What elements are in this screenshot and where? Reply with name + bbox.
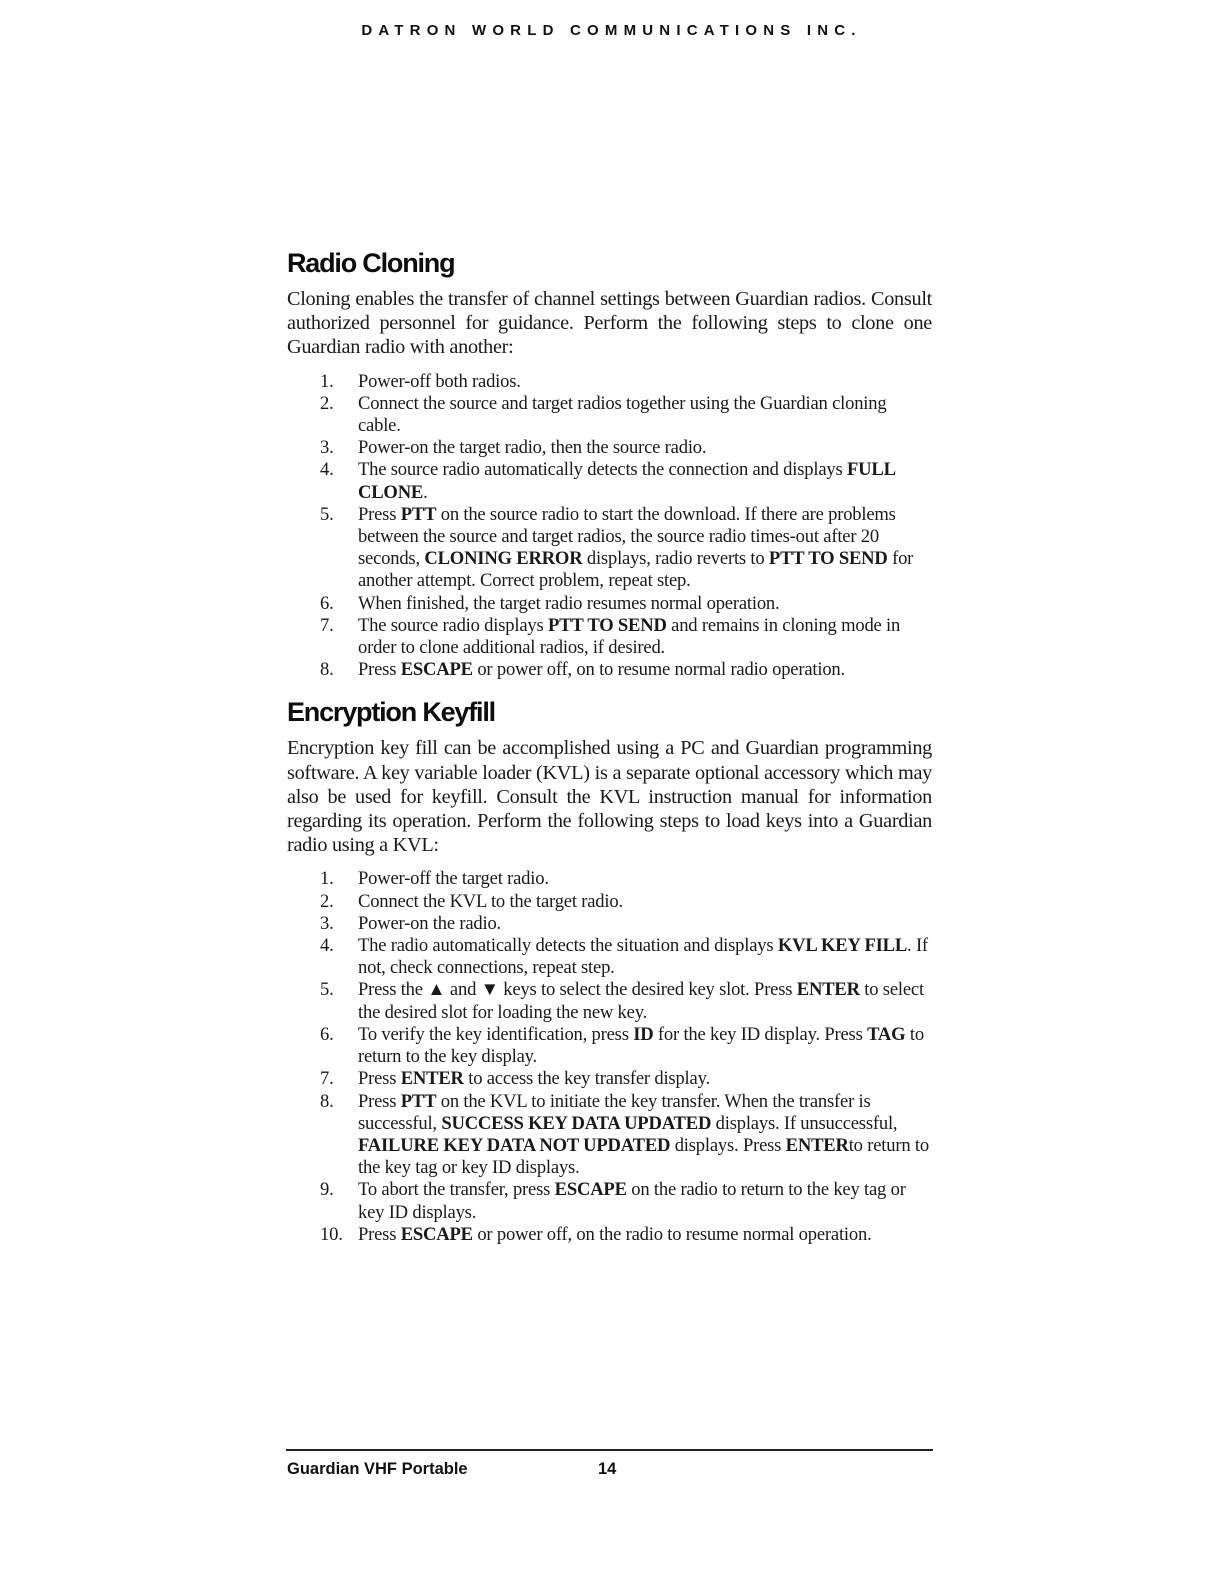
footer-document-title: Guardian VHF Portable — [287, 1460, 468, 1478]
step-number: 1. — [320, 370, 334, 392]
step-text: Power-on the radio. — [358, 912, 501, 934]
list-item — [287, 891, 932, 913]
step-text: Power-on the target radio, then the source radio. — [358, 437, 707, 459]
section-heading-radio-cloning: Radio Cloning — [287, 248, 455, 278]
emphasis-term: FULL CLONE — [358, 459, 895, 503]
step-text: Connect the KVL to the target radio. — [358, 890, 623, 912]
step-number: 6. — [320, 1023, 334, 1045]
list-item — [287, 459, 932, 503]
footer-divider — [286, 1449, 933, 1451]
encryption-keyfill-steps — [287, 868, 932, 1245]
step-number: 7. — [320, 614, 334, 636]
emphasis-term: PTT — [400, 503, 437, 525]
list-item — [287, 504, 932, 593]
section-heading-encryption-keyfill: Encryption Keyfill — [287, 697, 495, 728]
step-number: 8. — [320, 659, 334, 681]
step-text: Press PTT on the source radio to start the download. If there are problems between the source and target radios, the source radio times-out after 20 seconds, CLONING ERROR displays, radio reverts to PTT TO SEND for another attempt. Correct problem, repeat step. — [358, 503, 914, 592]
step-number: 5. — [320, 503, 334, 525]
list-item — [287, 393, 932, 437]
step-number: 8. — [320, 1090, 334, 1112]
list-item — [287, 1091, 932, 1180]
step-number: 2. — [320, 890, 334, 912]
list-item — [287, 868, 932, 890]
emphasis-term: PTT TO SEND — [547, 614, 667, 636]
list-item — [287, 913, 932, 935]
step-text: Connect the source and target radios together using the Guardian cloning cable. — [358, 392, 887, 437]
step-number: 9. — [320, 1179, 334, 1201]
step-text: The radio automatically detects the situation and displays KVL KEY FILL. If not, check connections, repeat step. — [358, 935, 928, 979]
list-item — [287, 1224, 932, 1246]
emphasis-term: PTT TO SEND — [768, 548, 888, 570]
emphasis-term: ESCAPE — [400, 1223, 473, 1245]
list-item — [287, 1024, 932, 1068]
emphasis-term: ENTER — [400, 1068, 464, 1090]
radio-cloning-intro: Cloning enables the transfer of channel settings between Guardian radios. Consult authorized personnel for guidance. Perform the following steps to clone one Guardian radio with another: — [287, 288, 932, 359]
step-text: The source radio automatically detects the connection and displays FULL CLONE. — [358, 459, 895, 503]
emphasis-term: ESCAPE — [400, 659, 473, 681]
list-item — [287, 593, 932, 615]
emphasis-term: ENTER — [785, 1134, 849, 1156]
step-text: To verify the key identification, press ID for the key ID display. Press TAG to return to the key display. — [358, 1023, 924, 1068]
step-number: 5. — [320, 979, 334, 1001]
step-text: The source radio displays PTT TO SEND and remains in cloning mode in order to clone additional radios, if desired. — [358, 614, 901, 659]
step-text: Press ESCAPE or power off, on the radio to resume normal operation. — [358, 1223, 872, 1245]
emphasis-term: CLONING ERROR — [424, 548, 583, 570]
emphasis-term: ESCAPE — [554, 1179, 627, 1201]
step-number: 1. — [320, 868, 334, 890]
emphasis-term: FAILURE KEY DATA NOT UPDATED — [358, 1134, 671, 1156]
emphasis-term: ENTER — [796, 979, 860, 1001]
step-number: 6. — [320, 592, 334, 614]
list-item — [287, 1068, 932, 1090]
step-number: 10. — [320, 1223, 343, 1245]
running-header: DATRON WORLD COMMUNICATIONS INC. — [361, 22, 862, 39]
step-number: 7. — [320, 1068, 334, 1090]
step-number: 2. — [320, 392, 334, 414]
step-text: Press ESCAPE or power off, on to resume normal radio operation. — [358, 659, 845, 681]
list-item — [287, 615, 932, 659]
step-text: To abort the transfer, press ESCAPE on the radio to return to the key tag or key ID displays. — [358, 1179, 906, 1223]
step-text: Press PTT on the KVL to initiate the key transfer. When the transfer is successful, SUCCESS KEY DATA UPDATED displays. If unsuccessful, FAILURE KEY DATA NOT UPDATED displays. Press ENTERto return to the key tag or key ID displays. — [358, 1090, 929, 1179]
encryption-keyfill-intro: Encryption key fill can be accomplished using a PC and Guardian programming software. A key variable loader (KVL) is a separate optional accessory which may also be used for keyfill. Consult the KVL instruction manual for information regarding its operation. Perform the following steps to load keys into a Guardian radio using a KVL: — [287, 737, 932, 857]
radio-cloning-steps — [287, 371, 932, 682]
step-number: 3. — [320, 437, 334, 459]
list-item — [287, 659, 932, 681]
emphasis-term: SUCCESS KEY DATA UPDATED — [441, 1112, 712, 1134]
emphasis-term: KVL KEY FILL — [777, 935, 908, 957]
list-item — [287, 935, 932, 979]
step-text: Power-off both radios. — [358, 370, 521, 392]
footer-page-number: 14 — [598, 1460, 617, 1478]
step-text: When finished, the target radio resumes normal operation. — [358, 592, 780, 614]
list-item — [287, 1179, 932, 1223]
page-content — [287, 248, 932, 1246]
emphasis-term: ID — [633, 1023, 654, 1045]
step-text: Press ENTER to access the key transfer display. — [358, 1068, 710, 1090]
step-number: 4. — [320, 935, 334, 957]
list-item — [287, 437, 932, 459]
step-number: 4. — [320, 459, 334, 481]
step-text: Press the ▲ and ▼ keys to select the desired key slot. Press ENTER to select the desired slot for loading the new key. — [358, 979, 924, 1023]
step-number: 3. — [320, 912, 334, 934]
step-text: Power-off the target radio. — [358, 868, 549, 890]
emphasis-term: PTT — [400, 1090, 437, 1112]
list-item — [287, 371, 932, 393]
list-item — [287, 979, 932, 1023]
emphasis-term: TAG — [867, 1023, 906, 1045]
